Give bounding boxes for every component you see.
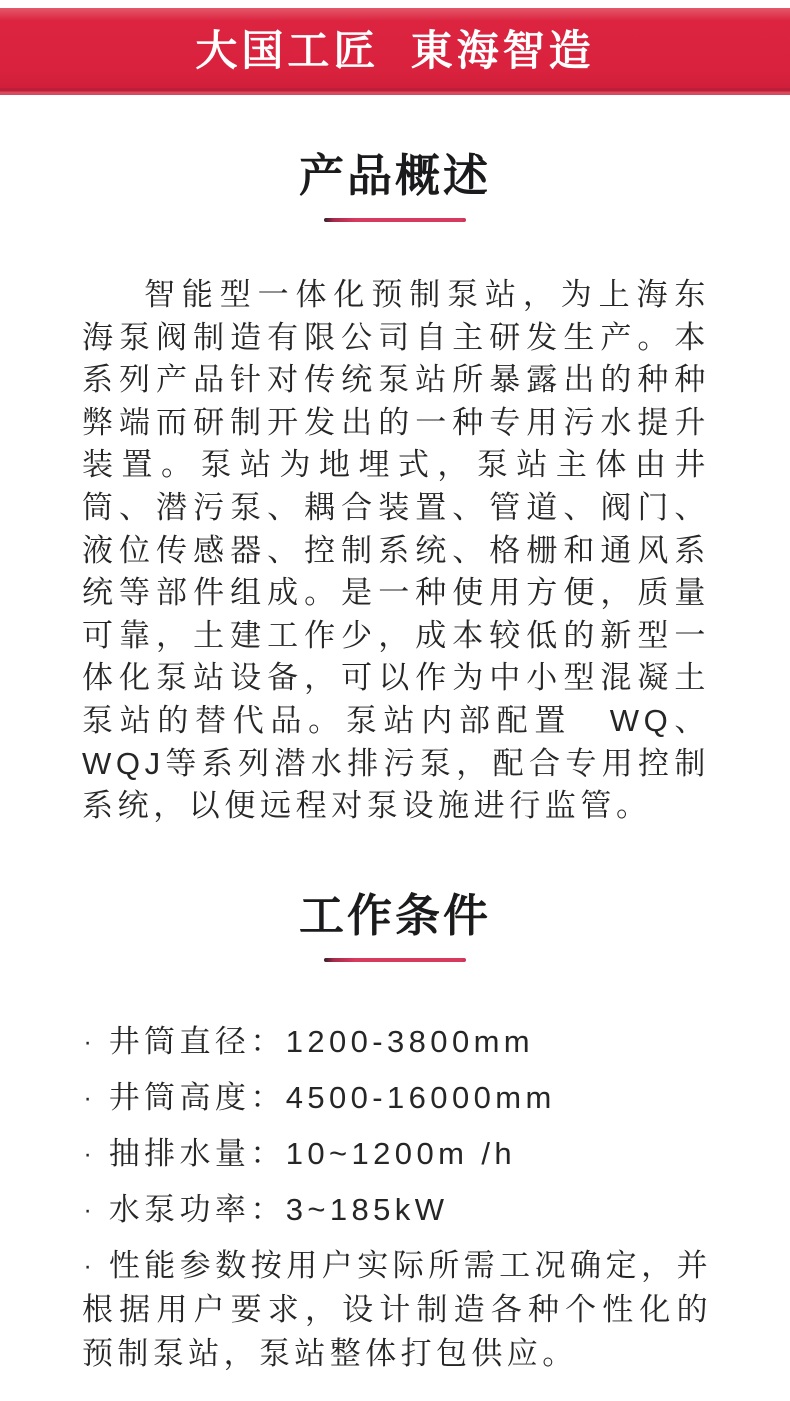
- condition-item-text: 水泵功率：3~185kW: [108, 1191, 449, 1227]
- condition-item-text: 抽排水量：10~1200m /h: [108, 1135, 516, 1171]
- condition-item-pump-power: [82, 1188, 712, 1232]
- bullet-dot-icon: ·: [83, 1139, 96, 1168]
- conditions-list: [82, 1020, 712, 1376]
- conditions-title: 工作条件: [298, 889, 491, 941]
- condition-item-shaft-height: [82, 1076, 712, 1120]
- header-banner: [0, 8, 790, 88]
- section-working-conditions: [0, 828, 790, 1376]
- banner-title: 大国工匠 東海智造: [195, 27, 595, 74]
- condition-item-flow-rate: [82, 1132, 712, 1176]
- bullet-dot-icon: ·: [83, 1251, 96, 1280]
- bullet-dot-icon: ·: [83, 1027, 96, 1056]
- overview-title: 产品概述: [298, 150, 491, 201]
- bullet-dot-icon: ·: [83, 1195, 96, 1224]
- condition-item-custom-parameters: [82, 1244, 712, 1376]
- condition-item-text: 井筒直径：1200-3800mm: [108, 1023, 535, 1059]
- condition-item-text: 井筒高度：4500-16000mm: [108, 1079, 556, 1115]
- condition-item-shaft-diameter: [82, 1020, 712, 1064]
- conditions-title-underline: [324, 958, 466, 962]
- overview-title-underline: [324, 218, 466, 222]
- section-overview: [0, 88, 790, 828]
- overview-paragraph: 智能型一体化预制泵站，为上海东海泵阀制造有限公司自主研发生产。本系列产品针对传统泵站所暴露出的种种弊端而研制开发出的一种专用污水提升装置。泵站为地埋式，泵站主体由井筒、潜污泵、耦合装置、管道、阀门、液位传感器、控制系统、格栅和通风系统等部件组成。是一种使用方便，质量可靠，土建工作少，成本较低的新型一体化泵站设备，可以作为中小型混凝土泵站的替代品。泵站内部配置 WQ、WQJ等系列潜水排污泵，配合专用控制系统，以便远程对泵设施进行监管。: [82, 277, 710, 824]
- bullet-dot-icon: ·: [83, 1083, 96, 1112]
- condition-item-text: 性能参数按用户实际所需工况确定，并根据用户要求，设计制造各种个性化的预制泵站，泵站整体打包供应。: [82, 1247, 712, 1371]
